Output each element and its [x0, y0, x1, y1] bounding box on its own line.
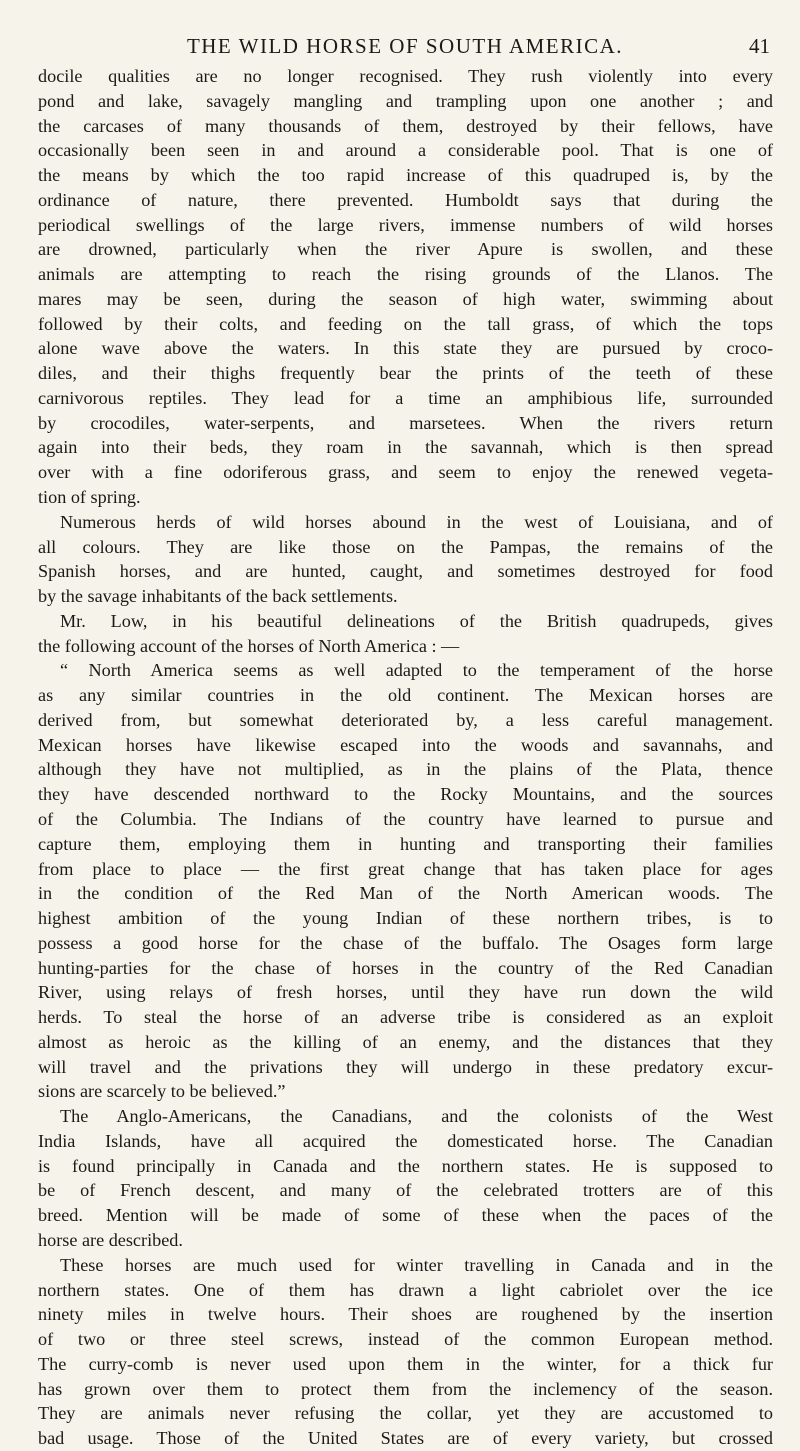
text-line: docile qualities are no longer recognised. They rush violently into every: [38, 66, 773, 86]
text-line: followed by their colts, and feeding on the tall grass, of which the tops: [38, 313, 773, 334]
text-line: pond and lake, savagely mangling and trampling upon one another ; and: [38, 90, 773, 111]
text-line: the following account of the horses of North America : —: [38, 635, 460, 656]
text-line: They are animals never refusing the collar, yet they are accustomed to: [38, 1403, 773, 1424]
text-line: capture them, employing them in hunting and transporting their families: [38, 833, 773, 854]
text-line: highest ambition of the young Indian of these northern tribes, is to: [38, 908, 773, 929]
page-number: 41: [749, 34, 770, 58]
paragraph-start-line: The Anglo-Americans, the Canadians, and the colonists of the West: [60, 1106, 773, 1127]
text-line: periodical swellings of the large rivers, immense numbers of wild horses: [38, 214, 773, 235]
text-line: the means by which the too rapid increase of this quadruped is, by the: [38, 165, 773, 186]
text-line: will travel and the privations they will undergo in these predatory excur-: [38, 1056, 773, 1077]
text-line: northern states. One of them has drawn a light cabriolet over the ice: [38, 1279, 773, 1300]
text-line: the carcases of many thousands of them, destroyed by their fellows, have: [38, 115, 773, 136]
text-line: diles, and their thighs frequently bear the prints of the teeth of these: [38, 363, 773, 384]
text-line: by crocodiles, water-serpents, and marsetees. When the rivers return: [38, 412, 773, 433]
body-text: [38, 64, 773, 1451]
running-head: THE WILD HORSE OF SOUTH AMERICA.: [186, 34, 624, 58]
text-line: Mexican horses have likewise escaped into the woods and savannahs, and: [38, 734, 773, 755]
text-line: mares may be seen, during the season of high water, swimming about: [38, 288, 773, 309]
text-line: over with a fine odoriferous grass, and seem to enjoy the renewed vegeta-: [38, 462, 773, 483]
text-line: be of French descent, and many of the celebrated trotters are of this: [38, 1180, 773, 1201]
text-line: Spanish horses, and are hunted, caught, and sometimes destroyed for food: [38, 561, 773, 582]
text-line: River, using relays of fresh horses, until they have run down the wild: [38, 982, 773, 1003]
text-line: all colours. They are like those on the Pampas, the remains of the: [38, 536, 773, 557]
paragraph-start-line: These horses are much used for winter travelling in Canada and in the: [60, 1254, 773, 1275]
text-line: alone wave above the waters. In this state they are pursued by croco-: [38, 338, 773, 359]
text-line: bad usage. Those of the United States are of every variety, but crossed: [38, 1428, 773, 1449]
text-line: although they have not multiplied, as in the plains of the Plata, thence: [38, 759, 773, 780]
text-line: from place to place — the first great change that has taken place for ages: [38, 858, 773, 879]
paragraph-start-line: Numerous herds of wild horses abound in the west of Louisiana, and of: [60, 511, 773, 532]
text-line: possess a good horse for the chase of the buffalo. The Osages form large: [38, 932, 773, 953]
text-line: ninety miles in twelve hours. Their shoes are roughened by the insertion: [38, 1304, 773, 1325]
text-line: ordinance of nature, there prevented. Humboldt says that during the: [38, 189, 773, 210]
text-line: horse are described.: [38, 1229, 183, 1250]
text-line: has grown over them to protect them from the inclemency of the season.: [38, 1378, 773, 1399]
text-line: they have descended northward to the Rocky Mountains, and the sources: [38, 784, 773, 805]
text-line: of two or three steel screws, instead of the common European method.: [38, 1329, 773, 1350]
text-line: tion of spring.: [38, 487, 141, 508]
text-line: in the condition of the Red Man of the North American woods. The: [38, 883, 773, 904]
paragraph-start-line: Mr. Low, in his beautiful delineations of the British quadrupeds, gives: [60, 610, 773, 631]
text-line: again into their beds, they roam in the savannah, which is then spread: [38, 437, 773, 458]
text-line: of the Columbia. The Indians of the country have learned to pursue and: [38, 808, 773, 829]
text-line: The curry-comb is never used upon them in the winter, for a thick fur: [38, 1353, 773, 1374]
text-line: animals are attempting to reach the rising grounds of the Llanos. The: [38, 264, 773, 285]
text-line: by the savage inhabitants of the back settlements.: [38, 586, 398, 607]
text-line: derived from, but somewhat deteriorated by, a less careful management.: [38, 709, 773, 730]
text-line: almost as heroic as the killing of an enemy, and the distances that they: [38, 1031, 773, 1052]
text-line: breed. Mention will be made of some of these when the paces of the: [38, 1205, 773, 1226]
text-line: carnivorous reptiles. They lead for a time an amphibious life, surrounded: [38, 387, 773, 408]
text-line: is found principally in Canada and the northern states. He is supposed to: [38, 1155, 773, 1176]
quotation-start-line: “ North America seems as well adapted to the temperament of the horse: [60, 660, 773, 681]
page-header: [40, 34, 770, 64]
text-line: occasionally been seen in and around a considerable pool. That is one of: [38, 140, 773, 161]
text-line: herds. To steal the horse of an adverse tribe is considered as an exploit: [38, 1007, 773, 1028]
text-line: as any similar countries in the old continent. The Mexican horses are: [38, 685, 773, 706]
text-line: hunting-parties for the chase of horses in the country of the Red Canadian: [38, 957, 773, 978]
text-line: are drowned, particularly when the river Apure is swollen, and these: [38, 239, 773, 260]
text-line: India Islands, have all acquired the domesticated horse. The Canadian: [38, 1130, 773, 1151]
text-line: sions are scarcely to be believed.”: [38, 1081, 286, 1102]
